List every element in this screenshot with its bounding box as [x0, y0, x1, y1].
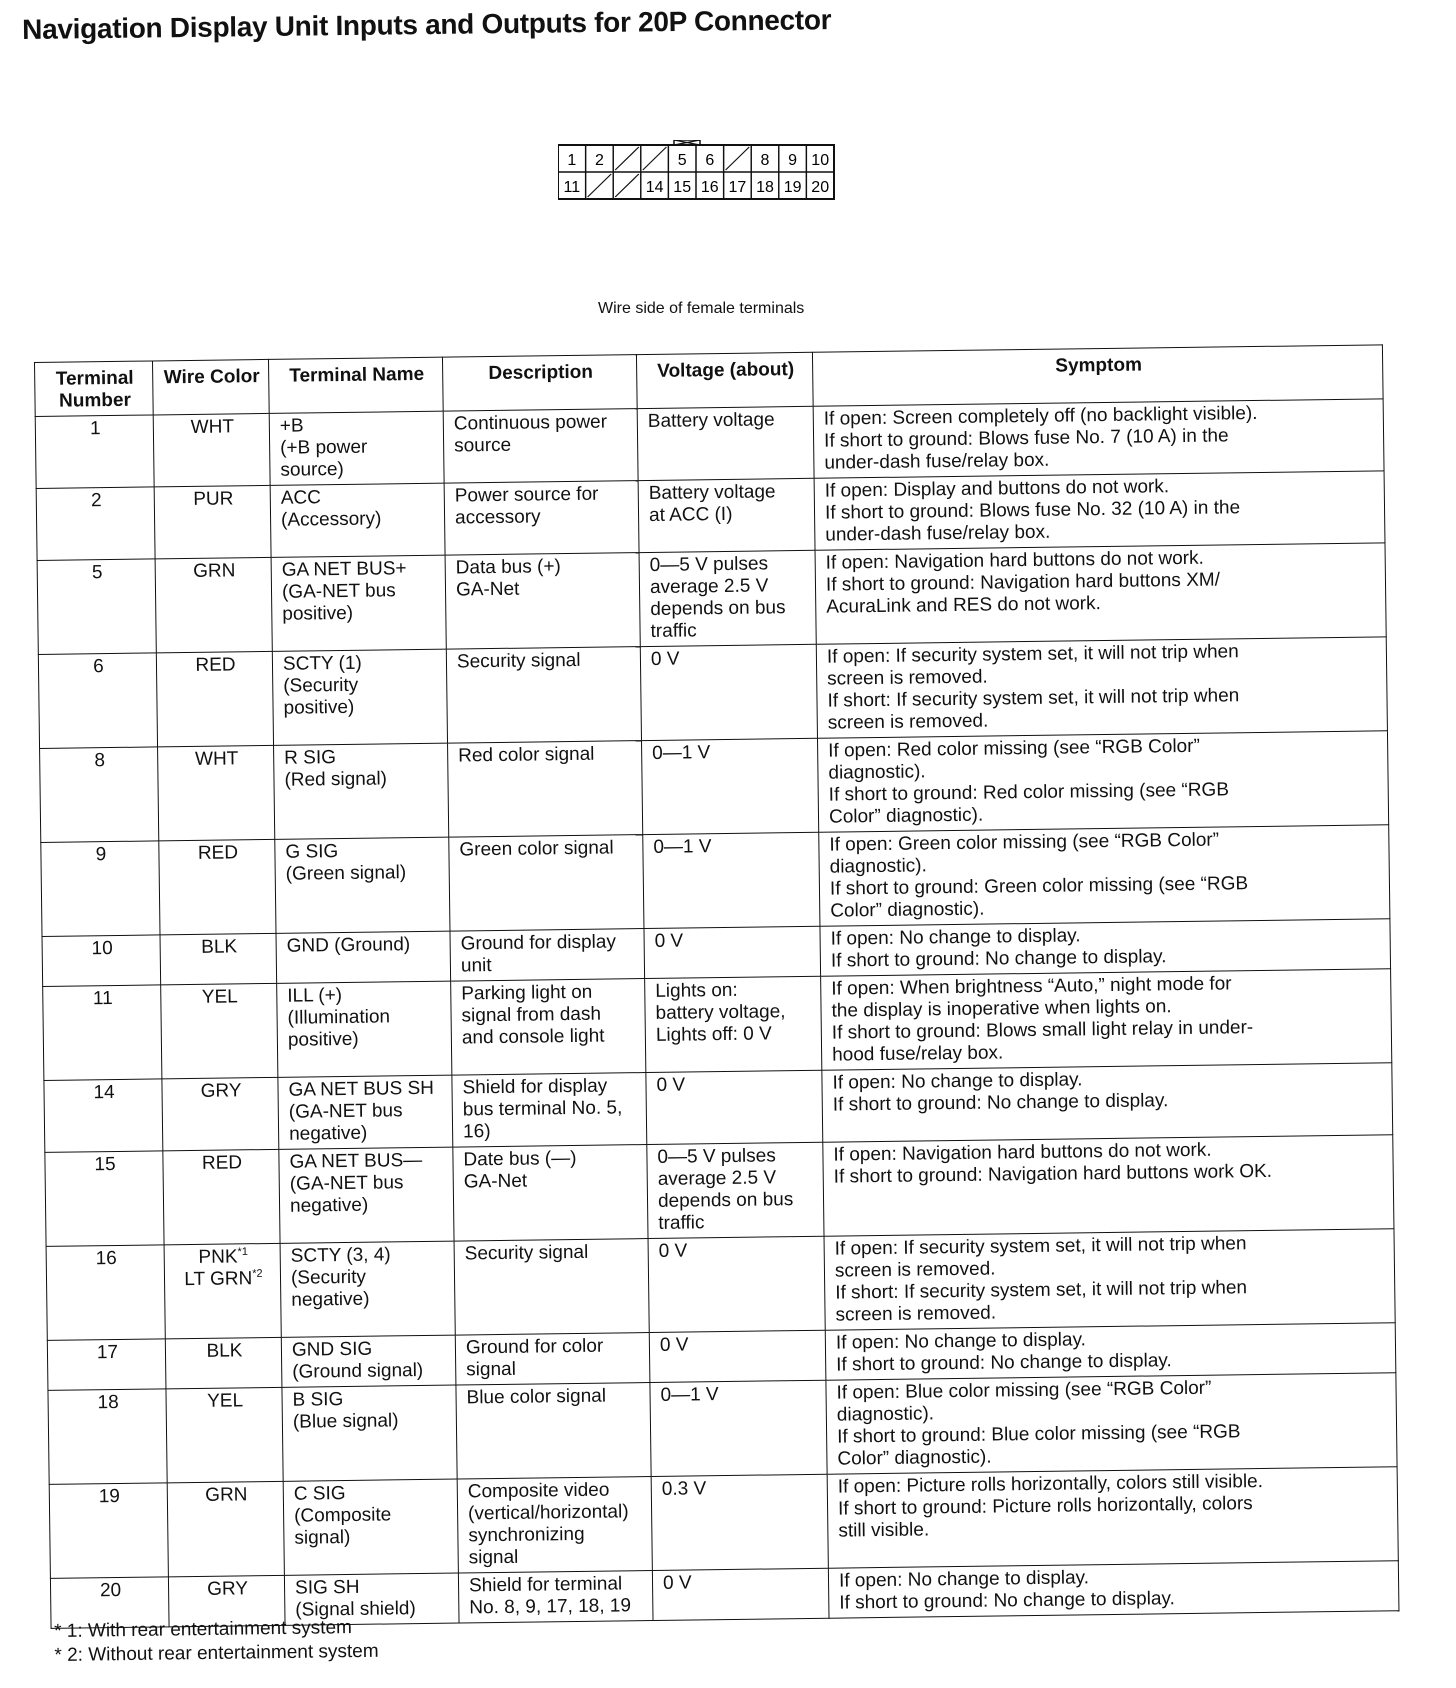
- voltage: [644, 926, 821, 978]
- terminal-name-line: G SIG: [285, 841, 339, 863]
- terminal-number: 19: [49, 1483, 168, 1579]
- terminal-name: [282, 1385, 457, 1481]
- voltage: [642, 738, 819, 834]
- description-line: GA-Net: [455, 578, 520, 601]
- wire-color-value-alt: LT GRN: [184, 1268, 253, 1291]
- symptom-line: If open: No change to display.: [830, 925, 1081, 950]
- symptom-line: If open: If security system set, it will not trip when: [834, 1233, 1247, 1260]
- wire-color: [156, 651, 273, 747]
- symptom-line: diagnostic).: [829, 855, 927, 878]
- description: [453, 1145, 648, 1242]
- description-line: accessory: [454, 506, 541, 529]
- wire-color-value: BLK: [201, 936, 238, 958]
- symptom-line: the display is inoperative when lights on.: [831, 996, 1172, 1022]
- terminal-name: [280, 1241, 455, 1337]
- pin-label: 19: [783, 179, 802, 196]
- table-row: [38, 637, 1387, 749]
- terminal-name: [269, 411, 444, 485]
- wire-color: [165, 1337, 282, 1389]
- symptom-line: AcuraLink and RES do not work.: [826, 593, 1101, 618]
- terminal-name-line: GA NET BUS SH: [288, 1077, 435, 1101]
- description: [451, 979, 646, 1076]
- symptom-line: If open: Navigation hard buttons do not work.: [825, 547, 1204, 574]
- voltage-line: depends on bus: [650, 597, 786, 620]
- terminal-name: [275, 837, 450, 933]
- wire-color-value: GRY: [207, 1578, 249, 1600]
- voltage: [640, 644, 817, 740]
- terminal-name: [270, 483, 445, 557]
- pin-label: 11: [563, 179, 581, 196]
- voltage: [648, 1236, 825, 1332]
- symptom-line: If open: When brightness “Auto,” night mode for: [831, 973, 1232, 1000]
- pin-label: 16: [700, 179, 719, 196]
- wire-color: [166, 1387, 283, 1483]
- footnote-2: * 2: Without rear entertainment system: [54, 1640, 379, 1666]
- terminal-name: [277, 981, 452, 1077]
- terminal-number: 10: [42, 935, 161, 987]
- voltage: [639, 550, 816, 646]
- terminal-name-line: (GA-NET bus: [288, 1100, 403, 1123]
- voltage-line: Lights on:: [655, 979, 738, 1002]
- pin-label: 5: [677, 152, 687, 169]
- wire-color: [159, 839, 276, 935]
- terminal-name-line: (Red signal): [284, 768, 388, 791]
- description: [458, 1571, 653, 1624]
- description-line: bus terminal No. 5,: [462, 1097, 623, 1121]
- wire-color: [154, 485, 271, 559]
- terminal-name-line: R SIG: [284, 747, 337, 769]
- unused-pin-slash-icon: [643, 147, 667, 170]
- terminal-name-line: (Green signal): [285, 862, 407, 885]
- pin-label: 10: [811, 152, 830, 169]
- wire-color: [158, 745, 275, 841]
- table-row: [41, 825, 1390, 937]
- table-row: [37, 543, 1386, 655]
- symptom-line: screen is removed.: [834, 1258, 996, 1282]
- symptom-line: Color” diagnostic).: [837, 1446, 992, 1470]
- description: [443, 409, 638, 484]
- symptom-line: If short to ground: Navigation hard buttons work OK.: [833, 1160, 1273, 1188]
- voltage-line: Battery voltage: [647, 409, 775, 432]
- symptom: [821, 969, 1392, 1070]
- voltage-line: depends on bus: [657, 1189, 794, 1212]
- voltage: [645, 976, 822, 1072]
- symptom-line: If short to ground: Blows small light relay in under-: [831, 1017, 1254, 1044]
- terminal-name-line: ILL (+): [287, 985, 343, 1007]
- wire-color: [162, 1077, 279, 1151]
- description-line: Ground for color: [465, 1335, 604, 1359]
- voltage-line: at ACC (I): [648, 503, 733, 526]
- description: [457, 1477, 652, 1574]
- wire-color-value: RED: [201, 1152, 243, 1174]
- terminal-name: [278, 1075, 453, 1149]
- symptom-line: If short to ground: Navigation hard buttons XM/: [825, 569, 1221, 596]
- footnotes: [54, 1616, 379, 1668]
- description-line: Green color signal: [459, 837, 614, 861]
- voltage: [652, 1568, 829, 1620]
- terminal-number: 18: [48, 1389, 167, 1485]
- terminal-name-line: (Illumination: [287, 1006, 391, 1029]
- terminal-number: 14: [44, 1079, 163, 1153]
- wire-color-value: WHT: [190, 416, 235, 438]
- voltage-line: 0.3 V: [661, 1478, 707, 1500]
- voltage-line: 0 V: [654, 930, 684, 952]
- description: [444, 481, 639, 556]
- description-line: Power source for: [454, 483, 599, 507]
- wire-color-value: WHT: [194, 748, 239, 770]
- terminal-number: 1: [35, 415, 154, 489]
- description-line: (vertical/horizontal): [467, 1501, 629, 1525]
- description: [454, 1239, 649, 1336]
- table-row: [45, 1135, 1394, 1247]
- wire-color: [163, 1149, 280, 1245]
- symptom-line: under-dash fuse/relay box.: [824, 449, 1050, 474]
- wire-color: [167, 1481, 284, 1577]
- symptom-line: hood fuse/relay box.: [832, 1042, 1004, 1066]
- symptom-line: If open: Display and buttons do not work.: [824, 476, 1170, 502]
- wire-color-value: PUR: [193, 488, 234, 510]
- description-line: unit: [460, 955, 492, 977]
- symptom-line: still visible.: [838, 1519, 930, 1542]
- wire-color-value: GRN: [192, 560, 236, 582]
- description: [449, 835, 644, 932]
- symptom-line: If open: No change to display.: [832, 1069, 1083, 1094]
- terminal-name-line: negative): [289, 1194, 369, 1217]
- voltage: [647, 1142, 824, 1238]
- symptom-line: If open: Screen completely off (no backlight visible).: [823, 402, 1258, 430]
- symptom-line: under-dash fuse/relay box.: [825, 521, 1051, 546]
- terminal-name-line: (Security: [283, 674, 359, 697]
- terminal-name-line: positive): [282, 602, 354, 625]
- description-line: No. 8, 9, 17, 18, 19: [469, 1595, 632, 1619]
- header-wire-color: Wire Color: [152, 359, 269, 415]
- voltage: [646, 1070, 823, 1144]
- symptom-line: If short to ground: No change to display.: [839, 1588, 1175, 1614]
- symptom: [822, 1063, 1393, 1142]
- symptom: [814, 471, 1385, 550]
- wire-color: [153, 413, 270, 487]
- symptom-line: If open: Blue color missing (see “RGB Color”: [836, 1377, 1212, 1404]
- pin-label: 17: [728, 179, 747, 196]
- symptom: [817, 731, 1388, 832]
- symptom: [819, 825, 1390, 926]
- wire-color-value: GRN: [205, 1484, 248, 1506]
- pin-label: 1: [567, 152, 577, 169]
- voltage-line: 0 V: [656, 1074, 686, 1096]
- header-description: Description: [442, 355, 637, 412]
- symptom-line: If open: Picture rolls horizontally, colors still visible.: [837, 1471, 1264, 1498]
- terminal-number: 9: [41, 841, 160, 937]
- terminal-name-line: (Blue signal): [292, 1410, 399, 1433]
- terminal-name-line: (Signal shield): [295, 1598, 416, 1621]
- symptom: [828, 1561, 1399, 1618]
- terminal-name-line: GA NET BUS+: [281, 558, 407, 581]
- pin-label: 6: [705, 152, 715, 169]
- symptom: [813, 399, 1384, 478]
- symptom-line: If open: No change to display.: [838, 1567, 1090, 1592]
- description-line: signal: [466, 1358, 517, 1381]
- terminal-number: 15: [45, 1151, 164, 1247]
- voltage: [649, 1330, 826, 1382]
- terminal-number: 16: [46, 1245, 165, 1341]
- symptom: [823, 1135, 1394, 1236]
- pin-label: 14: [645, 179, 664, 196]
- pin-label: 18: [756, 179, 774, 196]
- symptom: [824, 1229, 1395, 1330]
- voltage: [637, 406, 814, 480]
- pin-label: 9: [788, 152, 798, 169]
- header-terminal-name: Terminal Name: [268, 357, 443, 413]
- page-title: Navigation Display Unit Inputs and Outputs for 20P Connector: [22, 4, 832, 45]
- terminal-name-line: B SIG: [292, 1389, 344, 1411]
- unused-pin-slash-icon: [588, 174, 612, 197]
- terminal-name: [271, 555, 446, 651]
- symptom-line: Color” diagnostic).: [830, 898, 985, 922]
- terminal-number: 6: [38, 653, 157, 749]
- description-line: source: [453, 434, 512, 457]
- voltage-line: 0 V: [658, 1240, 688, 1262]
- terminal-number: 17: [47, 1339, 166, 1391]
- description-line: Data bus (+): [455, 556, 561, 579]
- terminal-name: [274, 743, 449, 839]
- description-line: and console light: [461, 1025, 605, 1049]
- table-row: [48, 1373, 1397, 1485]
- description-line: Shield for display: [462, 1075, 608, 1099]
- symptom-line: screen is removed.: [827, 666, 988, 690]
- terminal-name-line: positive): [287, 1028, 359, 1051]
- symptom-line: If open: If security system set, it will not trip when: [826, 641, 1239, 668]
- terminal-name-line: (+B power: [280, 436, 368, 459]
- symptom-line: If short to ground: Blue color missing (see “RGB: [837, 1421, 1241, 1448]
- footnote-marker: *2: [252, 1267, 263, 1280]
- voltage: [643, 832, 820, 928]
- footnote-marker: *1: [237, 1245, 248, 1259]
- wire-color-value: YEL: [201, 986, 238, 1008]
- voltage-line: 0—1 V: [652, 742, 711, 764]
- terminal-name-line: (Ground signal): [292, 1359, 424, 1383]
- terminal-name-line: SIG SH: [294, 1576, 360, 1599]
- terminal-number: 11: [43, 985, 162, 1081]
- description: [445, 553, 640, 650]
- table-row: [43, 969, 1392, 1081]
- voltage-line: 0—1 V: [660, 1384, 719, 1406]
- symptom-line: If open: No change to display.: [835, 1329, 1087, 1354]
- pin-label: 15: [673, 179, 692, 196]
- description-line: synchronizing: [468, 1523, 585, 1547]
- terminal-name-line: ACC: [280, 487, 322, 509]
- wire-color-value: YEL: [207, 1390, 244, 1412]
- voltage-line: Battery voltage: [648, 481, 776, 504]
- terminal-number: 20: [50, 1577, 169, 1629]
- description-line: Continuous power: [453, 411, 608, 435]
- unused-pin-slash-icon: [615, 147, 639, 170]
- terminal-name-line: source): [280, 458, 344, 481]
- voltage-line: 0 V: [662, 1572, 692, 1594]
- voltage-line: 0 V: [650, 648, 680, 670]
- description: [448, 741, 643, 838]
- unused-pin-slash-icon: [615, 174, 639, 197]
- description-line: signal: [468, 1546, 519, 1569]
- terminal-name-line: GND SIG: [291, 1338, 373, 1361]
- pinout-table: [34, 344, 1399, 1629]
- description-line: Red color signal: [458, 743, 595, 767]
- description-line: Shield for terminal: [468, 1573, 623, 1597]
- symptom: [815, 543, 1386, 644]
- description: [450, 929, 645, 982]
- terminal-name-line: GA NET BUS—: [289, 1149, 423, 1173]
- terminal-name: [272, 649, 447, 745]
- description-line: GA-Net: [463, 1170, 528, 1193]
- voltage: [651, 1474, 828, 1570]
- pin-label: 8: [760, 152, 770, 169]
- wire-color: [160, 933, 277, 985]
- terminal-name: [281, 1335, 456, 1387]
- terminal-number: 2: [36, 487, 155, 561]
- pin-label: 20: [811, 179, 830, 196]
- voltage-line: traffic: [658, 1212, 705, 1234]
- table-row: [40, 731, 1389, 843]
- voltage-line: 0—5 V pulses: [649, 553, 769, 576]
- symptom-line: diagnostic).: [836, 1403, 935, 1426]
- wire-color-value: BLK: [206, 1340, 243, 1362]
- wire-color: [164, 1243, 281, 1339]
- symptom: [825, 1323, 1396, 1380]
- symptom-line: Color” diagnostic).: [828, 804, 984, 828]
- wire-color-value: PNK: [198, 1246, 238, 1268]
- symptom-line: If short: If security system set, it will not trip when: [827, 685, 1240, 712]
- header-voltage: Voltage (about): [636, 352, 813, 408]
- symptom-line: screen is removed.: [835, 1302, 997, 1326]
- terminal-name: [279, 1147, 454, 1243]
- pin-label: 2: [594, 152, 604, 169]
- description-line: Date bus (—): [463, 1147, 577, 1171]
- description-line: Blue color signal: [466, 1385, 607, 1409]
- footnote-1: * 1: With rear entertainment system: [54, 1617, 353, 1642]
- wire-color: [155, 557, 272, 653]
- terminal-name-line: negative): [291, 1288, 370, 1311]
- connector-caption: Wire side of female terminals: [598, 300, 805, 317]
- header-terminal-number: Terminal Number: [35, 361, 154, 417]
- description-line: signal from dash: [461, 1003, 602, 1027]
- description-line: Parking light on: [461, 981, 593, 1005]
- terminal-name-line: C SIG: [293, 1483, 346, 1505]
- symptom-line: If short to ground: Blows fuse No. 7 (10 A) in the: [823, 425, 1229, 452]
- symptom-line: If open: Navigation hard buttons do not work.: [833, 1139, 1212, 1166]
- voltage-line: 0—5 V pulses: [657, 1145, 776, 1168]
- symptom-line: If short to ground: Red color missing (see “RGB: [828, 779, 1230, 806]
- table-row: [49, 1467, 1398, 1579]
- description-line: 16): [462, 1121, 491, 1143]
- terminal-name-line: positive): [283, 696, 355, 719]
- voltage-line: traffic: [650, 620, 697, 642]
- terminal-name-line: (Security: [290, 1266, 367, 1289]
- voltage-line: 0—1 V: [653, 836, 712, 858]
- symptom-line: If short to ground: Picture rolls horizontally, colors: [837, 1493, 1253, 1520]
- voltage-line: Lights off: 0 V: [655, 1023, 772, 1046]
- wire-color-value: GRY: [200, 1080, 242, 1102]
- description: [452, 1073, 647, 1148]
- table-row: [46, 1229, 1395, 1341]
- symptom: [820, 919, 1391, 976]
- symptom: [816, 637, 1387, 738]
- terminal-name-line: (Composite: [293, 1504, 392, 1527]
- terminal-name-line: negative): [288, 1122, 368, 1145]
- symptom: [826, 1373, 1397, 1474]
- terminal-name-line: +B: [279, 415, 304, 437]
- terminal-name: [276, 931, 451, 983]
- terminal-name: [283, 1479, 458, 1575]
- unused-pin-slash-icon: [726, 147, 750, 170]
- terminal-name-line: (GA-NET bus: [289, 1172, 404, 1195]
- pinout-table-wrapper: [34, 344, 1399, 1629]
- wire-color-value: RED: [195, 654, 236, 676]
- voltage-line: average 2.5 V: [657, 1167, 777, 1190]
- description-line: Composite video: [467, 1479, 610, 1503]
- symptom-line: If short to ground: No change to display.: [832, 1090, 1169, 1116]
- voltage-line: 0 V: [659, 1334, 689, 1356]
- header-symptom: Symptom: [812, 345, 1383, 406]
- symptom-line: If short to ground: Green color missing (see “RGB: [829, 873, 1249, 900]
- terminal-name-line: SCTY (3, 4): [290, 1244, 391, 1267]
- terminal-name-line: (Accessory): [280, 508, 382, 531]
- description: [455, 1333, 650, 1386]
- description-line: Security signal: [456, 649, 581, 673]
- description-line: Ground for display: [460, 931, 617, 955]
- symptom-line: If short to ground: No change to display.: [836, 1350, 1172, 1376]
- symptom-line: If short to ground: No change to display.: [830, 946, 1167, 972]
- voltage-line: average 2.5 V: [649, 575, 769, 598]
- symptom-line: If open: Green color missing (see “RGB Color”: [829, 829, 1220, 856]
- symptom: [827, 1467, 1398, 1568]
- description-line: Security signal: [464, 1241, 589, 1265]
- symptom-line: diagnostic).: [828, 761, 926, 784]
- voltage-line: battery voltage,: [655, 1001, 786, 1024]
- terminal-name-line: signal): [294, 1526, 351, 1549]
- terminal-name-line: SCTY (1): [282, 652, 362, 675]
- symptom-line: If open: Red color missing (see “RGB Color”: [828, 735, 1200, 762]
- voltage: [638, 478, 815, 552]
- wire-color-value: RED: [197, 842, 239, 864]
- symptom-line: If short to ground: Blows fuse No. 32 (10 A) in the: [824, 497, 1241, 524]
- terminal-number: 5: [37, 559, 156, 655]
- terminal-name-line: (GA-NET bus: [281, 580, 396, 603]
- terminal-number: 8: [40, 747, 159, 843]
- connector-diagram: [558, 140, 838, 202]
- description: [446, 647, 641, 744]
- description: [456, 1383, 651, 1480]
- symptom-line: screen is removed.: [827, 710, 989, 734]
- symptom-line: If short: If security system set, it will not trip when: [835, 1277, 1248, 1304]
- wire-color: [161, 983, 278, 1079]
- voltage: [650, 1380, 827, 1476]
- terminal-name-line: GND (Ground): [286, 934, 411, 957]
